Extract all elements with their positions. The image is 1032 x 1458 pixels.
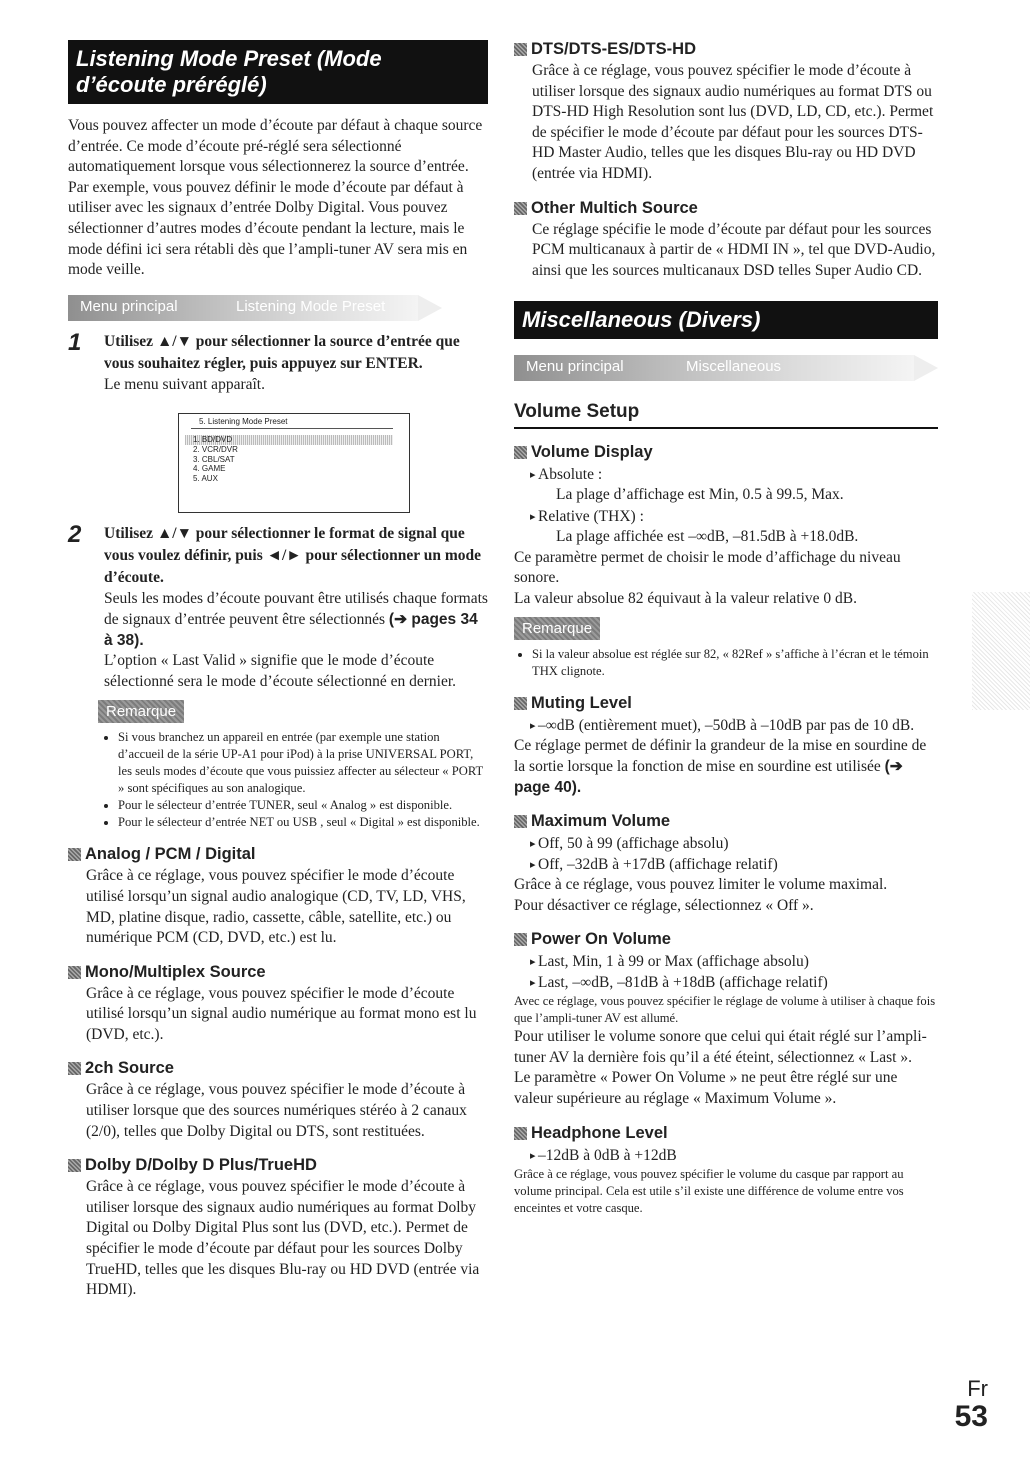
screen-list: [193, 435, 238, 483]
section-heading: Power On Volume: [514, 930, 938, 949]
step-1: [68, 328, 488, 396]
square-bullet-icon: [514, 446, 527, 459]
square-bullet-icon: [68, 1062, 81, 1075]
menu-path-bar: [514, 355, 938, 381]
square-bullet-icon: [514, 202, 527, 215]
body-text: Grâce à ce réglage, vous pouvez limiter le volume maximal.: [514, 876, 888, 894]
language-label: Fr: [967, 1376, 988, 1401]
option-description: La plage affichée est –∞dB, –81.5dB à +18.0dB.: [556, 527, 859, 545]
section-heading: Analog / PCM / Digital: [68, 845, 488, 864]
option-line: ▸ Off, 50 à 99 (affichage absolu): [514, 833, 938, 854]
note-item: • Si la valeur absolue est réglée sur 82, « 82Ref » s’affiche à l’écran et le témoin THX clignote.: [532, 646, 938, 680]
step-text: L’option « Last Valid » signifie que le mode d’écoute sélectionné sera le mode d’écoute sélectionné en dernier.: [104, 652, 457, 690]
intro-paragraph: Vous pouvez affecter un mode d’écoute par défaut à chaque source d’entrée. Ce mode d’écoute pré-réglé sera sélectionné automatiquement lorsque vous sélectionnerez la source d’entrée. Par exemple, vous pouvez définir le mode d’écoute par défaut à utiliser avec les signaux d’entrée Dolby Digital. Vous pouvez sélectionner d’autres modes d’écoute pendant la lecture, mais le mode défini ici sera rétabli dès que l’ampli-tuner AV sera mis en mode veille.: [68, 117, 483, 279]
section-banner: Miscellaneous (Divers): [514, 301, 938, 339]
section-body: Grâce à ce réglage, vous pouvez spécifier le mode d’écoute à utiliser lorsque des signaux audio numériques au format DTS ou DTS-HD High Resolution sont lus (DVD, LD, CD, etc.). Permet de spécifier le mode d’écoute par défaut pour les sources DTS-HD Master Audio, telles que les disques Blu-ray ou HD DVD (entrée via HDMI).: [532, 62, 934, 182]
section-heading: Other Multich Source: [514, 199, 938, 218]
menu-path-bar: [68, 295, 488, 321]
section-heading: Volume Display: [514, 443, 938, 462]
section-heading: Mono/Multiplex Source: [68, 963, 488, 982]
page-reference: (➔ page 40).: [514, 757, 903, 796]
option-line: ▸ Absolute :: [514, 464, 938, 485]
section-body: Grâce à ce réglage, vous pouvez spécifier le mode d’écoute utilisé lorsqu’un signal audio numérique au format mono est lu (DVD, etc.).: [86, 984, 477, 1043]
body-text: Ce paramètre permet de choisir le mode d’affichage du niveau sonore.: [514, 548, 901, 587]
section-body: Grâce à ce réglage, vous pouvez spécifier le mode d’écoute utilisé lorsqu’un signal audio analogique (CD, TV, LD, VHS, MD, platine disque, radio, cassette, câble, satellite, etc.) ou numérique PCM (CD, DVD, etc.) est lu.: [86, 867, 466, 947]
section-heading: Headphone Level: [514, 1124, 938, 1143]
section-heading: DTS/DTS-ES/DTS-HD: [514, 40, 938, 59]
square-bullet-icon: [514, 815, 527, 828]
menu-path-root: Menu principal: [80, 297, 178, 315]
step-heading: Utilisez ▲/▼ pour sélectionner la source d’entrée que vous souhaitez régler, puis appuyez sur ENTER.: [104, 332, 460, 372]
body-text: Grâce à ce réglage, vous pouvez spécifier le volume du casque par rapport au volume principal. Cela est utile s’il existe une différence de volume entre vos enceintes et votre casque.: [514, 1166, 904, 1215]
option-line: ▸ Relative (THX) :: [514, 506, 938, 527]
remark-badge: Remarque: [514, 617, 600, 640]
option-line: ▸ Off, –32dB à +17dB (affichage relatif): [514, 854, 938, 875]
menu-path-root: Menu principal: [526, 358, 624, 376]
step-number: 2: [68, 521, 82, 549]
menu-path-item: Listening Mode Preset: [236, 297, 386, 315]
notes-list: [514, 646, 938, 680]
step-2: [68, 523, 488, 692]
step-text: Le menu suivant apparaît.: [104, 375, 265, 393]
square-bullet-icon: [514, 1127, 527, 1140]
screen-title: 5. Listening Mode Preset: [199, 417, 288, 427]
screen-item: 2. VCR/DVR: [193, 444, 238, 454]
section-heading: Maximum Volume: [514, 812, 938, 831]
option-line: ▸ Last, –∞dB, –81dB à +18dB (affichage relatif): [514, 972, 938, 993]
option-line: ▸ –12dB à 0dB à +12dB: [514, 1145, 938, 1166]
body-text: Ce réglage permet de définir la grandeur de la mise en sourdine de la sortie lorsque la fonction de mise en sourdine est utilisée: [514, 737, 927, 775]
section-body: Ce réglage spécifie le mode d’écoute par défaut pour les sources PCM multicanaux à partir de « HDMI IN », tel que DVD-Audio, ainsi que les sources multicanaux DSD telles Super Audio CD.: [532, 220, 936, 279]
section-heading: Muting Level: [514, 694, 938, 713]
page-reference: (➔ pages 34 à 38).: [104, 610, 478, 649]
right-column: [514, 40, 938, 1217]
screen-item: 3. CBL/SAT: [193, 454, 235, 464]
section-body: Grâce à ce réglage, vous pouvez spécifier le mode d’écoute à utiliser lorsque que des sources numériques stéréo à 2 canaux (2/0), telles que Dolby Digital ou DTS, sont restituées.: [86, 1081, 467, 1140]
section-banner: Listening Mode Preset (Mode d’écoute préréglé): [68, 40, 488, 104]
screen-item: 4. GAME: [193, 464, 226, 474]
note-item: • Pour le sélecteur d’entrée TUNER, seul « Analog » est disponible.: [118, 797, 488, 814]
section-heading: Dolby D/Dolby D Plus/TrueHD: [68, 1156, 488, 1175]
note-item: • Si vous branchez un appareil en entrée (par exemple une station d’accueil de la série UP-A1 pour iPod) à la prise UNIVERSAL PORT, les seuls modes d’écoute que vous puissiez affecter au sélecteur « PORT » sont spécifiques au son analogique.: [118, 729, 488, 797]
menu-path-item: Miscellaneous: [686, 358, 782, 376]
side-tab-marker: [972, 592, 1030, 710]
body-text: Le paramètre « Power On Volume » ne peut être réglé sur une valeur supérieure au réglage « Maximum Volume ».: [514, 1069, 898, 1108]
screen-item: 5. AUX: [193, 473, 218, 483]
square-bullet-icon: [514, 697, 527, 710]
left-column: [68, 40, 488, 1301]
remark-badge: Remarque: [98, 700, 184, 723]
square-bullet-icon: [514, 933, 527, 946]
body-text: La valeur absolue 82 équivaut à la valeur relative 0 dB.: [514, 589, 858, 607]
note-item: • Pour le sélecteur d’entrée NET ou USB , seul « Digital » est disponible.: [118, 814, 488, 831]
step-number: 1: [68, 328, 82, 356]
section-heading: 2ch Source: [68, 1059, 488, 1078]
subsection-title: Volume Setup: [514, 401, 938, 429]
step-text: Seuls les modes d’écoute pouvant être utilisés chaque formats de signaux d’entrée peuvent être sélectionnés: [104, 590, 488, 628]
square-bullet-icon: [68, 966, 81, 979]
page-number: 53: [954, 1400, 988, 1433]
square-bullet-icon: [514, 43, 527, 56]
body-text: Avec ce réglage, vous pouvez spécifier le réglage de volume à utiliser à chaque fois que l’ampli-tuner AV est allumé.: [514, 994, 936, 1026]
screen-item: 1. BD/DVD: [193, 435, 233, 445]
option-description: La plage d’affichage est Min, 0.5 à 99.5, Max.: [556, 486, 844, 504]
notes-list: [68, 729, 488, 831]
square-bullet-icon: [68, 1159, 81, 1172]
square-bullet-icon: [68, 848, 81, 861]
section-body: Grâce à ce réglage, vous pouvez spécifier le mode d’écoute à utiliser lorsque des signaux audio numériques au format Dolby Digital ou Dolby Digital Plus sont lus (DVD, etc.). Permet de spécifier le mode d’écoute par défaut pour les sources Dolby TrueHD, telles que les disques Blu-ray ou HD DVD (entrée via HDMI).: [86, 1178, 480, 1299]
body-text: Pour utiliser le volume sonore que celui qui était réglé sur l’ampli-tuner AV la dernière fois qu’il a été éteint, sélectionnez « Last ».: [514, 1028, 927, 1066]
step-heading: Utilisez ▲/▼ pour sélectionner le format de signal que vous voulez définir, puis ◄/► pour sélectionner un mode d’écoute.: [104, 525, 482, 587]
option-line: ▸ Last, Min, 1 à 99 or Max (affichage absolu): [514, 951, 938, 972]
body-text: Pour désactiver ce réglage, sélectionnez « Off ».: [514, 896, 814, 914]
menu-screen-illustration: [178, 413, 410, 513]
option-line: ▸ –∞dB (entièrement muet), –50dB à –10dB par pas de 10 dB.: [514, 715, 938, 736]
